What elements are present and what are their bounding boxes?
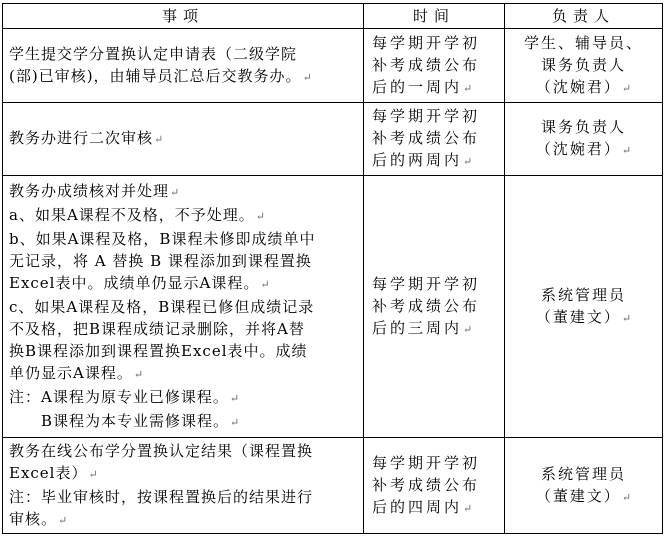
item-line: 单仍显示A课程。↵ xyxy=(9,363,144,382)
paragraph-mark-icon: ↵ xyxy=(463,501,473,515)
owner-line: 课务负责人 xyxy=(540,55,626,74)
owner-line: 学生、辅导员、 xyxy=(523,33,643,52)
table-row xyxy=(3,438,663,534)
time-line: 补考成绩公布 xyxy=(372,475,481,494)
time-line: 每学期开学初 xyxy=(372,33,481,52)
item-cell xyxy=(3,176,364,438)
paragraph-mark-icon: ↵ xyxy=(302,70,312,84)
time-line: 每学期开学初 xyxy=(372,274,481,293)
table-row xyxy=(3,176,663,438)
item-line: c、如果A课程及格，B课程已修但成绩记录 xyxy=(9,297,315,316)
paragraph-mark-icon: ↵ xyxy=(229,391,240,405)
paragraph-mark-icon: ↵ xyxy=(463,81,473,95)
time-line: 补考成绩公布 xyxy=(372,296,481,315)
time-line: 后的四周内↵ xyxy=(372,497,473,516)
owner-cell xyxy=(505,103,663,176)
item-cell xyxy=(3,103,364,176)
owner-line: （董建文）↵ xyxy=(535,307,632,326)
owner-cell xyxy=(505,438,663,534)
table-row xyxy=(3,103,663,176)
paragraph-mark-icon: ↵ xyxy=(621,81,632,95)
item-line: 教务在线公布学分置换认定结果（课程置换 xyxy=(9,441,314,460)
paragraph-mark-icon: ↵ xyxy=(463,155,473,168)
owner-cell xyxy=(505,29,663,103)
time-line: 后的两周内↵ xyxy=(372,151,473,169)
item-line: 注：毕业审核时，按课程置换后的结果进行 xyxy=(9,487,314,506)
paragraph-mark-icon: ↵ xyxy=(260,277,270,291)
item-line: (部)已审核)，由辅导员汇总后交教务办。↵ xyxy=(9,66,312,85)
header-time: 时间 xyxy=(364,4,505,29)
time-cell xyxy=(364,176,505,438)
owner-line: 系统管理员 xyxy=(540,285,626,304)
paragraph-mark-icon: ↵ xyxy=(88,467,98,481)
header-row xyxy=(3,4,663,29)
time-cell xyxy=(364,29,505,103)
paragraph-mark-icon: ↵ xyxy=(170,185,180,199)
item-line: 审核。↵ xyxy=(9,509,68,528)
paragraph-mark-icon: ↵ xyxy=(621,311,632,325)
paragraph-mark-icon: ↵ xyxy=(230,415,240,429)
paragraph-mark-icon: ↵ xyxy=(255,209,265,223)
time-line: 后的三周内↵ xyxy=(372,318,473,337)
owner-line: （董建文）↵ xyxy=(535,486,632,505)
time-cell xyxy=(364,438,505,534)
item-cell xyxy=(3,29,364,103)
item-line: B课程为本专业需修课程。↵ xyxy=(41,411,240,430)
item-line: 教务办进行二次审核↵ xyxy=(9,129,164,147)
item-line: 教务办成绩核对并处理↵ xyxy=(9,181,180,200)
time-line: 补考成绩公布 xyxy=(372,55,481,74)
table-row xyxy=(3,29,663,103)
item-line: 换B课程添加到课程置换Excel表中。成绩 xyxy=(9,341,308,360)
time-line: 后的一周内↵ xyxy=(372,77,473,96)
paragraph-mark-icon: ↵ xyxy=(154,133,164,146)
item-line: Excel表中。成绩单仍显示A课程。↵ xyxy=(9,273,270,292)
time-cell xyxy=(364,103,505,176)
item-line: b、如果A课程及格，B课程未修即成绩单中 xyxy=(9,229,316,248)
owner-cell xyxy=(505,176,663,438)
item-line: 注：A课程为原专业已修课程。↵ xyxy=(9,387,240,406)
item-line: a、如果A课程不及格，不予处理。↵ xyxy=(9,205,265,224)
time-line: 每学期开学初 xyxy=(372,107,481,125)
item-line: 无记录，将 A 替换 B 课程添加到课程置换 xyxy=(9,251,312,270)
procedure-table xyxy=(2,3,663,534)
item-line: 学生提交学分置换认定申请表（二级学院 xyxy=(9,44,298,63)
item-line: Excel表）↵ xyxy=(9,463,98,482)
owner-line: （沈婉君）↵ xyxy=(535,77,632,96)
header-owner: 负责人 xyxy=(505,4,663,29)
paragraph-mark-icon: ↵ xyxy=(58,513,68,527)
owner-line: （沈婉君）↵ xyxy=(535,140,632,158)
time-line: 每学期开学初 xyxy=(372,453,481,472)
time-line: 补考成绩公布 xyxy=(372,129,481,147)
paragraph-mark-icon: ↵ xyxy=(133,367,144,381)
header-item: 事项 xyxy=(3,4,364,29)
paragraph-mark-icon: ↵ xyxy=(621,144,632,157)
owner-line: 课务负责人 xyxy=(540,118,626,136)
item-line: 不及格，把B课程成绩记录删除，并将A替 xyxy=(9,319,305,338)
paragraph-mark-icon: ↵ xyxy=(621,490,632,504)
owner-line: 系统管理员 xyxy=(540,464,626,483)
item-cell xyxy=(3,438,364,534)
paragraph-mark-icon: ↵ xyxy=(463,322,473,336)
